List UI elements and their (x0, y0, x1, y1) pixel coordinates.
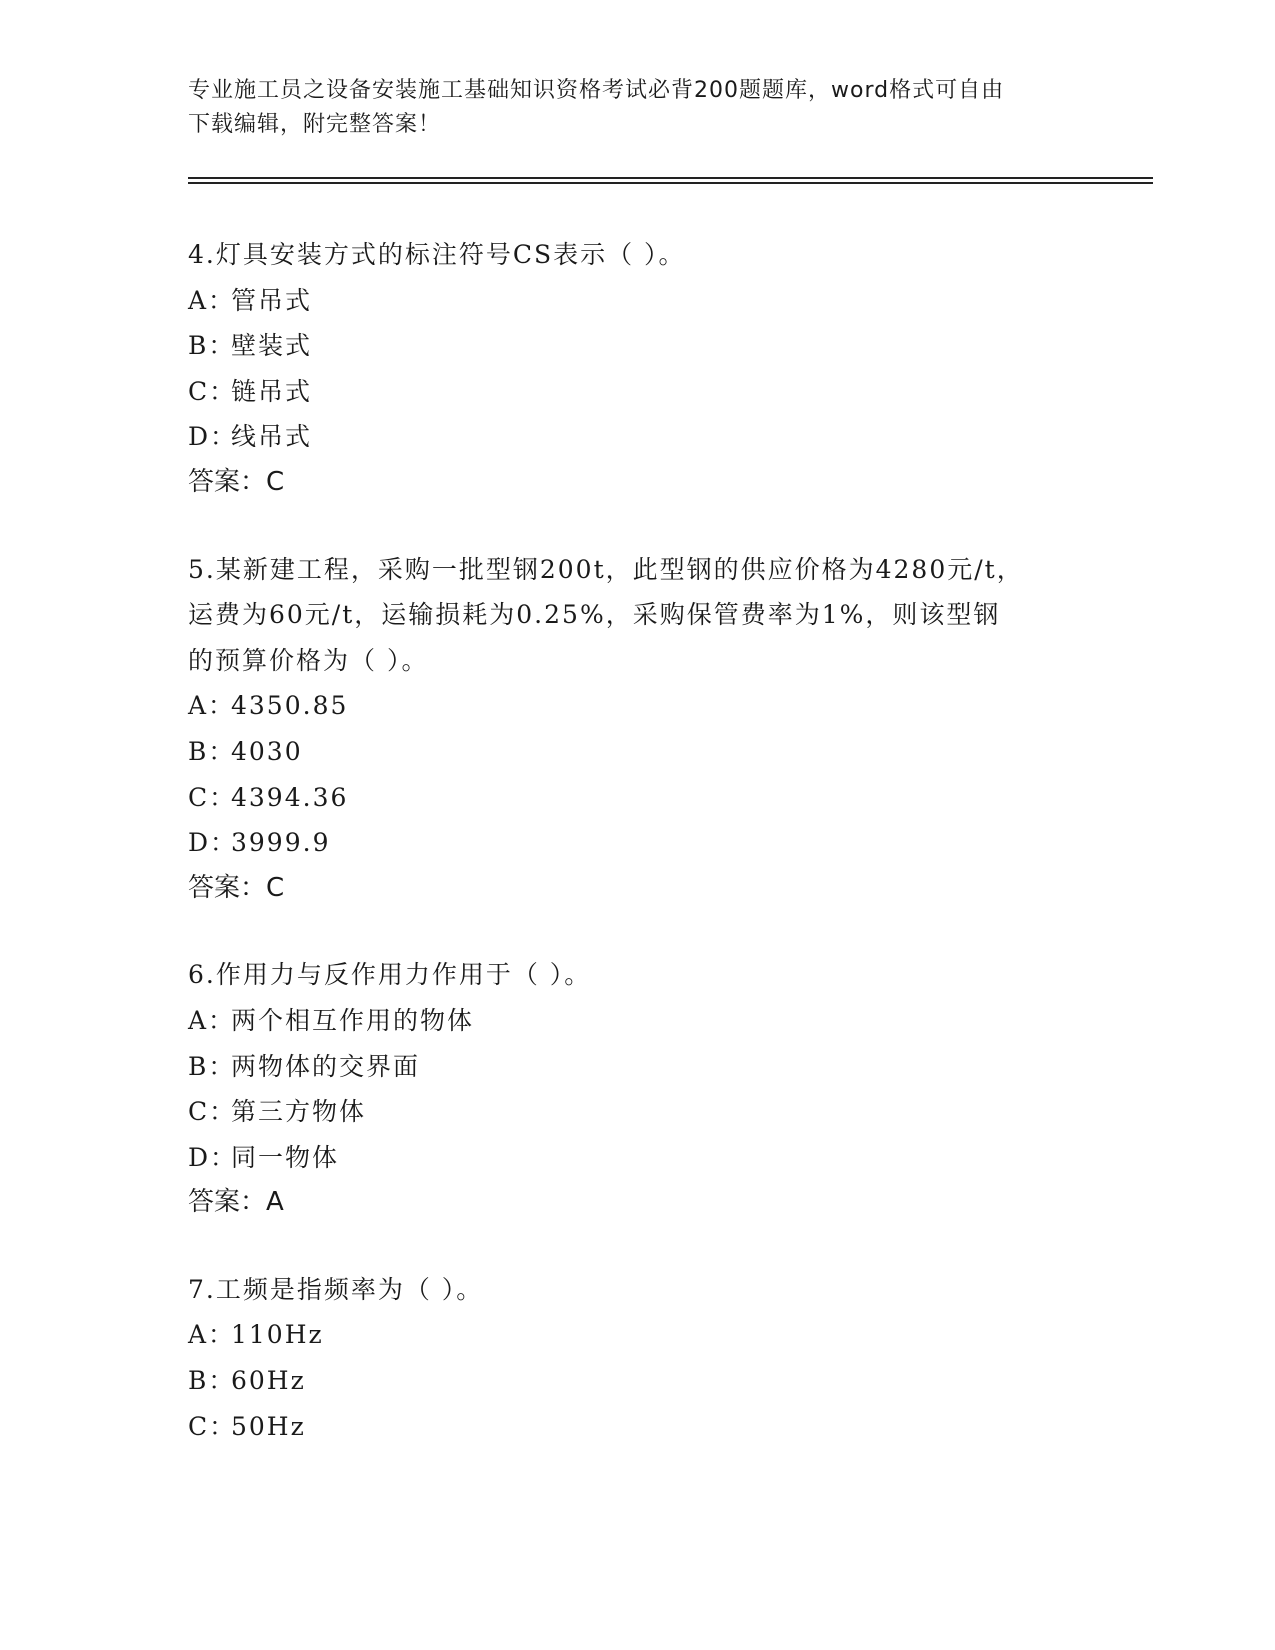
question-item (188, 952, 1088, 1226)
option-text: 链吊式 (231, 376, 313, 406)
question-item (188, 1267, 1088, 1449)
question-stem-line: 6.作用力与反作用力作用于（ ）。 (188, 960, 592, 990)
option-text: 两个相互作用的物体 (231, 1005, 475, 1035)
answer-option (188, 1358, 1088, 1404)
question-stem (188, 952, 1088, 998)
question-item (188, 232, 1088, 506)
question-stem-line: 7.工频是指频率为（ ）。 (188, 1274, 484, 1304)
answer-option (188, 278, 1088, 324)
option-key: C： (188, 1097, 237, 1127)
answer-option (188, 414, 1088, 460)
option-key: C： (188, 782, 237, 812)
answer-label: 答案： (188, 872, 267, 903)
option-key: D： (188, 422, 238, 452)
answer-option (188, 775, 1088, 821)
option-key: B： (188, 1051, 236, 1081)
question-stem-line: 5.某新建工程，采购一批型钢200t，此型钢的供应价格为4280元/t， (188, 554, 1024, 584)
option-text: 4394.36 (231, 782, 349, 812)
option-key: A： (188, 285, 236, 315)
option-text: 50Hz (231, 1411, 306, 1441)
option-text: 60Hz (231, 1366, 306, 1396)
option-text: 同一物体 (231, 1142, 340, 1172)
option-key: B： (188, 1366, 236, 1396)
header-line-2: 下载编辑，附完整答案！ (188, 112, 442, 137)
answer-line (188, 460, 1088, 506)
header-divider-top (188, 177, 1153, 179)
question-stem-line: 4.灯具安装方式的标注符号CS表示（ ）。 (188, 240, 686, 269)
answer-option (188, 1044, 1088, 1090)
option-key: C： (188, 1411, 237, 1441)
answer-value: C (266, 466, 285, 497)
option-key: C： (188, 376, 237, 406)
answer-option (188, 683, 1088, 729)
answer-line (188, 1180, 1088, 1226)
option-text: 4030 (231, 736, 303, 766)
header-line-1: 专业施工员之设备安装施工基础知识资格考试必背200题题库，word格式可自由 (188, 78, 1005, 103)
answer-label: 答案： (188, 466, 267, 497)
answer-value: C (266, 872, 285, 903)
header-divider-bottom (188, 182, 1153, 184)
question-stem (188, 1267, 1088, 1313)
option-key: A： (188, 1005, 236, 1035)
document-header (188, 74, 1068, 142)
answer-line (188, 866, 1088, 912)
option-key: A： (188, 691, 236, 721)
answer-option (188, 1135, 1088, 1181)
option-key: B： (188, 331, 236, 361)
answer-option (188, 820, 1088, 866)
option-text: 第三方物体 (231, 1097, 367, 1127)
question-item (188, 547, 1088, 912)
question-stem (188, 547, 1088, 684)
answer-label: 答案： (188, 1187, 267, 1218)
option-text: 4350.85 (231, 691, 349, 721)
option-text: 线吊式 (231, 422, 313, 452)
option-key: D： (188, 828, 238, 858)
option-text: 3999.9 (231, 828, 331, 858)
question-list (188, 232, 1088, 1490)
answer-option (188, 323, 1088, 369)
option-key: D： (188, 1142, 238, 1172)
question-stem (188, 232, 1088, 278)
answer-option (188, 1089, 1088, 1135)
option-text: 管吊式 (231, 285, 313, 315)
answer-option (188, 369, 1088, 415)
question-stem-line: 运费为60元/t，运输损耗为0.25%，采购保管费率为1%，则该型钢 (188, 600, 1001, 630)
answer-option (188, 998, 1088, 1044)
option-text: 110Hz (231, 1320, 324, 1350)
option-text: 两物体的交界面 (231, 1051, 421, 1081)
answer-option (188, 1312, 1088, 1358)
answer-option (188, 1404, 1088, 1450)
option-key: B： (188, 736, 236, 766)
answer-value: A (266, 1187, 284, 1218)
option-key: A： (188, 1320, 236, 1350)
answer-option (188, 729, 1088, 775)
option-text: 壁装式 (231, 331, 313, 361)
question-stem-line: 的预算价格为（ ）。 (188, 645, 429, 675)
